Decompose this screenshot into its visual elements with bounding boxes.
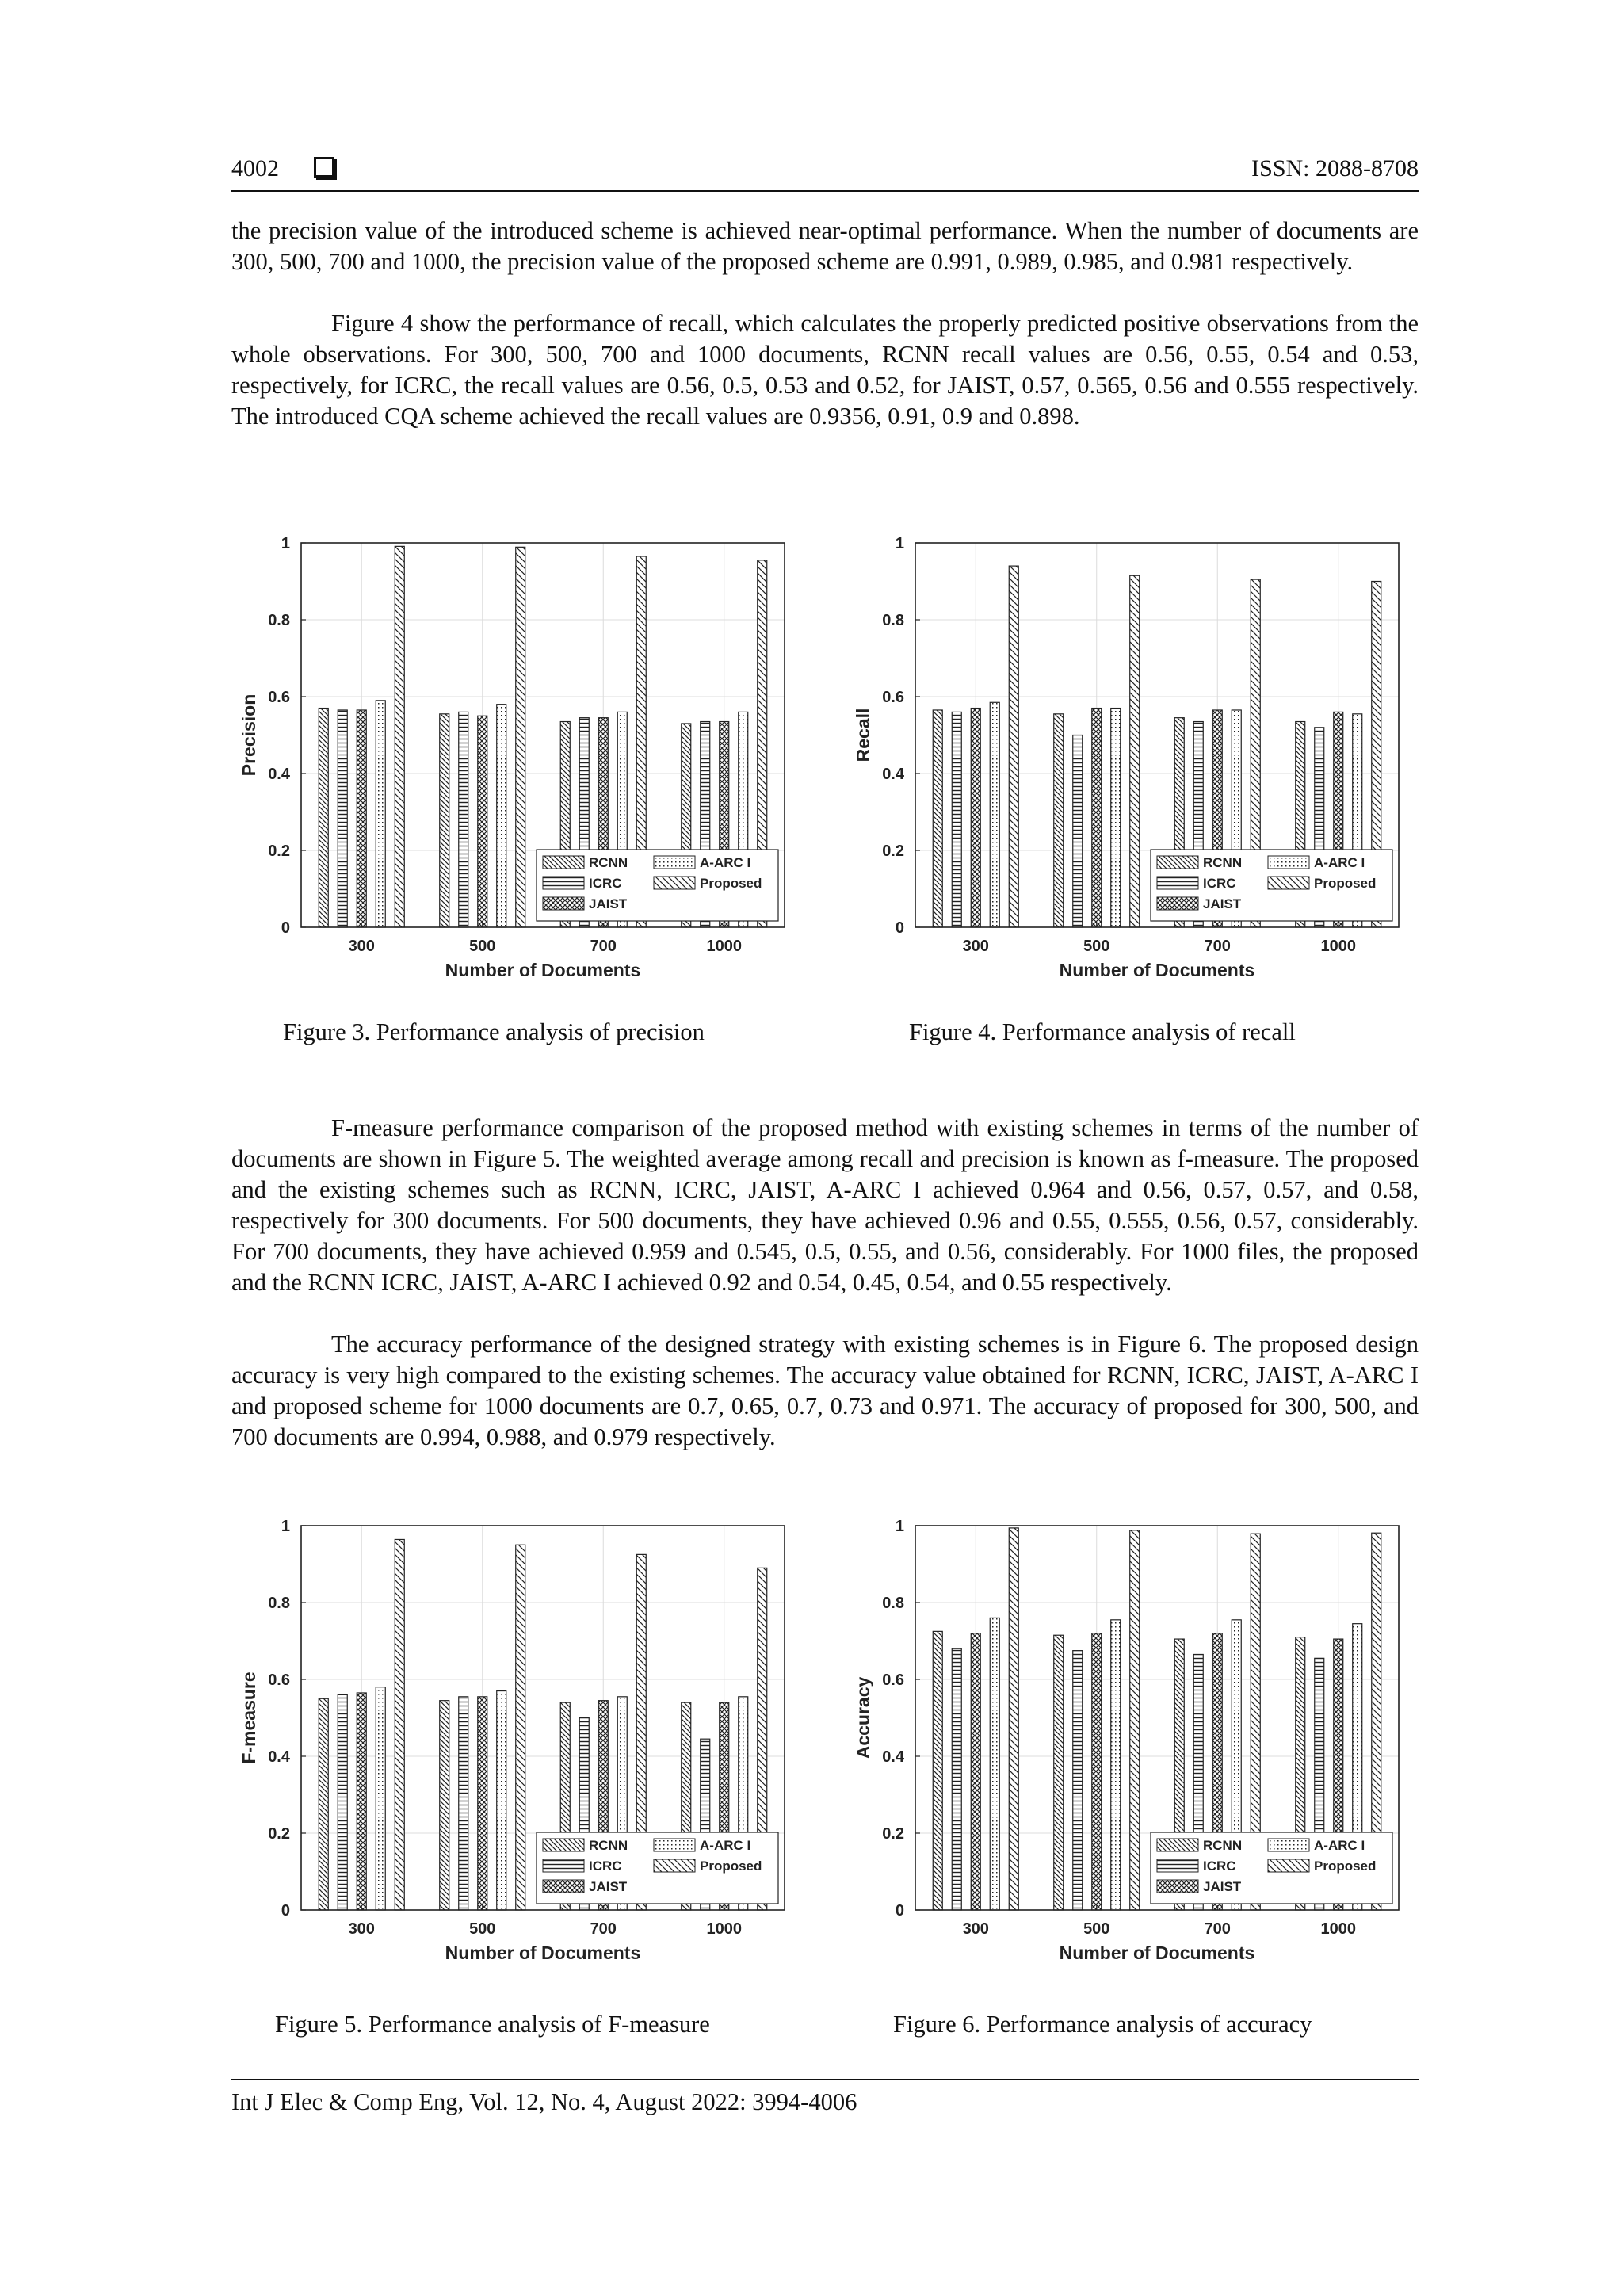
y-axis-label: Accuracy: [853, 1676, 873, 1759]
bar-rcnn-300: [319, 1698, 328, 1910]
y-tick-label: 0.4: [268, 1748, 290, 1766]
y-tick-label: 0.4: [882, 1748, 904, 1766]
legend: [537, 1832, 778, 1904]
legend-swatch-jaist: [1157, 897, 1198, 910]
legend-swatch-jaist: [1157, 1880, 1198, 1893]
x-tick-label: 1000: [706, 938, 742, 955]
y-tick-label: 0.2: [268, 1825, 290, 1843]
y-tick-label: 0.4: [882, 766, 904, 783]
bar-jaist-500: [478, 716, 487, 927]
x-tick-label: 500: [469, 938, 496, 955]
bar-rcnn-300: [933, 710, 942, 927]
bar-a-arc-i-500: [497, 1691, 506, 1910]
y-tick-label: 0: [895, 1902, 904, 1920]
x-axis-label: Number of Documents: [445, 960, 641, 980]
bar-icrc-300: [952, 1648, 961, 1910]
y-tick-label: 0.6: [882, 1671, 904, 1689]
legend-label-icrc: ICRC: [589, 1859, 622, 1874]
bar-rcnn-300: [933, 1631, 942, 1910]
legend-swatch-a-arc-i: [654, 856, 695, 869]
y-tick-label: 0: [281, 1902, 290, 1920]
legend-label-proposed: Proposed: [700, 876, 762, 891]
bar-jaist-500: [1092, 709, 1102, 927]
figure-5-caption: Figure 5. Performance analysis of F-measure: [275, 2011, 710, 2038]
legend-swatch-icrc: [1157, 1859, 1198, 1872]
bar-jaist-300: [971, 1633, 980, 1910]
bar-a-arc-i-300: [376, 1687, 385, 1910]
legend-swatch-proposed: [654, 1859, 695, 1872]
footer-rule: [231, 2079, 1419, 2080]
y-tick-label: 0.2: [882, 1825, 904, 1843]
x-tick-label: 500: [1083, 938, 1110, 955]
legend-label-a-arc-i: A-ARC I: [1314, 855, 1365, 870]
bar-rcnn-300: [319, 709, 328, 927]
legend-label-proposed: Proposed: [700, 1859, 762, 1874]
y-tick-label: 1: [281, 1518, 290, 1535]
x-tick-label: 300: [962, 1920, 989, 1938]
legend-label-jaist: JAIST: [1203, 896, 1242, 911]
legend-label-icrc: ICRC: [1203, 876, 1236, 891]
x-tick-label: 300: [962, 938, 989, 955]
y-tick-label: 0.2: [268, 842, 290, 860]
fig3-svg: [230, 527, 808, 1003]
legend-label-rcnn: RCNN: [1203, 1838, 1243, 1853]
legend-swatch-a-arc-i: [1268, 856, 1309, 869]
x-tick-label: 300: [348, 938, 375, 955]
y-tick-label: 1: [281, 535, 290, 552]
bar-icrc-300: [338, 710, 347, 927]
y-tick-label: 0.6: [268, 1671, 290, 1689]
legend-swatch-rcnn: [1157, 1839, 1198, 1851]
x-axis-label: Number of Documents: [1059, 960, 1255, 980]
x-axis-label: Number of Documents: [1059, 1943, 1255, 1963]
bar-jaist-300: [357, 1693, 366, 1910]
bar-proposed-300: [395, 546, 404, 927]
bar-icrc-500: [1073, 735, 1083, 928]
journal-issn: ISSN: 2088-8708: [1251, 155, 1419, 181]
figure-3-precision-chart: [230, 527, 808, 1003]
bar-jaist-500: [1092, 1633, 1102, 1910]
legend-swatch-rcnn: [543, 1839, 584, 1851]
legend-swatch-icrc: [543, 1859, 584, 1872]
legend-swatch-proposed: [1268, 877, 1309, 889]
figure-3-caption: Figure 3. Performance analysis of precision: [283, 1018, 705, 1045]
legend-swatch-rcnn: [543, 856, 584, 869]
legend-label-a-arc-i: A-ARC I: [700, 1838, 751, 1853]
legend-label-proposed: Proposed: [1314, 1859, 1377, 1874]
x-tick-label: 300: [348, 1920, 375, 1938]
y-axis-label: Precision: [239, 693, 259, 777]
paragraph-1: the precision value of the introduced scheme is achieved near-optimal performance. When the number of documents are 300, 500, 700 and 1000, the precision value of the proposed scheme are 0.991, 0.989, 0.985, and 0.981 respectively.: [231, 217, 1419, 275]
figure-6-caption: Figure 6. Performance analysis of accuracy: [893, 2011, 1312, 2038]
y-tick-label: 0.8: [882, 612, 904, 629]
paragraph-2: Figure 4 show the performance of recall, which calculates the properly predicted positive observations from the whole observations. For 300, 500, 700 and 1000 documents, RCNN recall values are 0.56, 0.55, 0.54 and 0.53, respectively, for ICRC, the recall values are 0.56, 0.5, 0.53 and 0.52, for JAIST, 0.57, 0.565, 0.56 and 0.555 respectively. The introduced CQA scheme achieved the recall values are 0.9356, 0.91, 0.9 and 0.898.: [231, 310, 1419, 430]
page-number: 4002: [231, 155, 279, 181]
bar-rcnn-500: [1054, 1635, 1064, 1910]
x-tick-label: 700: [1204, 1920, 1231, 1938]
bar-proposed-500: [1130, 575, 1140, 927]
legend-label-rcnn: RCNN: [589, 1838, 628, 1853]
legend-swatch-jaist: [543, 1880, 584, 1893]
bar-a-arc-i-300: [376, 701, 385, 927]
fig5-svg: [230, 1510, 808, 1985]
x-tick-label: 500: [469, 1920, 496, 1938]
bar-icrc-500: [1073, 1651, 1083, 1910]
legend-label-jaist: JAIST: [589, 1879, 628, 1894]
x-axis-label: Number of Documents: [445, 1943, 641, 1963]
bar-a-arc-i-300: [990, 1618, 999, 1910]
figure-5-fmeasure-chart: [230, 1510, 808, 1985]
y-tick-label: 0: [895, 919, 904, 937]
figure-4-caption: Figure 4. Performance analysis of recall: [909, 1018, 1296, 1045]
legend-swatch-a-arc-i: [1268, 1839, 1309, 1851]
bar-icrc-300: [952, 712, 961, 927]
page-header-left: [231, 155, 334, 182]
legend-swatch-proposed: [654, 877, 695, 889]
x-tick-label: 500: [1083, 1920, 1110, 1938]
legend-swatch-icrc: [543, 877, 584, 889]
y-tick-label: 0.4: [268, 766, 290, 783]
legend-label-rcnn: RCNN: [589, 855, 628, 870]
bar-rcnn-500: [1054, 714, 1064, 927]
figure-6-accuracy-chart: [844, 1510, 1423, 1985]
paragraph-4: The accuracy performance of the designed strategy with existing schemes is in Figure 6. The proposed design accuracy is very high compared to the existing schemes. The accuracy value obtained for RCNN, ICRC, JAIST, A-ARC I and proposed scheme for 1000 documents are 0.7, 0.65, 0.7, 0.73 and 0.971. The accuracy of proposed for 300, 500, and 700 documents are 0.994, 0.988, and 0.979 respectively.: [231, 1331, 1419, 1450]
figure-4-recall-chart: [844, 527, 1423, 1003]
bar-jaist-300: [971, 709, 980, 927]
bar-a-arc-i-300: [990, 702, 999, 927]
legend-label-rcnn: RCNN: [1203, 855, 1243, 870]
bar-proposed-500: [516, 547, 525, 927]
y-tick-label: 1: [895, 1518, 904, 1535]
bar-a-arc-i-500: [1111, 1620, 1121, 1910]
bar-icrc-300: [338, 1694, 347, 1910]
bar-jaist-500: [478, 1697, 487, 1910]
legend: [1151, 850, 1392, 921]
bar-proposed-300: [395, 1539, 404, 1910]
legend-label-a-arc-i: A-ARC I: [700, 855, 751, 870]
legend: [537, 850, 778, 921]
y-tick-label: 0.6: [882, 689, 904, 706]
checkbox-square-icon: [314, 157, 334, 178]
legend-swatch-jaist: [543, 897, 584, 910]
bar-a-arc-i-500: [497, 705, 506, 927]
bar-a-arc-i-500: [1111, 709, 1121, 927]
y-tick-label: 0.6: [268, 689, 290, 706]
x-tick-label: 1000: [1320, 938, 1356, 955]
legend-label-icrc: ICRC: [1203, 1859, 1236, 1874]
legend-swatch-icrc: [1157, 877, 1198, 889]
legend-label-proposed: Proposed: [1314, 876, 1377, 891]
y-axis-label: F-measure: [239, 1671, 259, 1764]
y-tick-label: 0.8: [268, 1595, 290, 1612]
x-tick-label: 700: [590, 938, 617, 955]
header-rule: [231, 190, 1419, 192]
fig6-svg: [844, 1510, 1423, 1985]
legend-label-jaist: JAIST: [1203, 1879, 1242, 1894]
bar-proposed-300: [1009, 566, 1018, 927]
legend-swatch-rcnn: [1157, 856, 1198, 869]
x-tick-label: 700: [1204, 938, 1231, 955]
bar-icrc-500: [459, 1697, 468, 1910]
bar-proposed-300: [1009, 1528, 1018, 1910]
legend-label-jaist: JAIST: [589, 896, 628, 911]
page-footer: Int J Elec & Comp Eng, Vol. 12, No. 4, August 2022: 3994-4006: [231, 2088, 857, 2115]
bar-proposed-500: [516, 1545, 525, 1910]
bar-rcnn-500: [440, 714, 449, 927]
legend-swatch-a-arc-i: [654, 1839, 695, 1851]
bar-proposed-500: [1130, 1530, 1140, 1910]
bar-rcnn-500: [440, 1701, 449, 1910]
legend: [1151, 1832, 1392, 1904]
x-tick-label: 1000: [706, 1920, 742, 1938]
x-tick-label: 1000: [1320, 1920, 1356, 1938]
legend-swatch-proposed: [1268, 1859, 1309, 1872]
y-tick-label: 0.8: [268, 612, 290, 629]
bar-jaist-300: [357, 710, 366, 927]
legend-label-icrc: ICRC: [589, 876, 622, 891]
y-axis-label: Recall: [853, 708, 873, 762]
fig4-svg: [844, 527, 1423, 1003]
bar-icrc-500: [459, 712, 468, 927]
y-tick-label: 0.8: [882, 1595, 904, 1612]
legend-label-a-arc-i: A-ARC I: [1314, 1838, 1365, 1853]
x-tick-label: 700: [590, 1920, 617, 1938]
y-tick-label: 0: [281, 919, 290, 937]
y-tick-label: 1: [895, 535, 904, 552]
y-tick-label: 0.2: [882, 842, 904, 860]
paragraph-3: F-measure performance comparison of the proposed method with existing schemes in terms of the number of documents are shown in Figure 5. The weighted average among recall and precision is known as f-measure. The proposed and the existing schemes such as RCNN, ICRC, JAIST, A-ARC I achieved 0.964 and 0.56, 0.57, 0.57, and 0.58, respectively for 300 documents. For 500 documents, they have achieved 0.96 and 0.55, 0.555, 0.56, 0.57, considerably. For 700 documents, they have achieved 0.959 and 0.545, 0.5, 0.55, and 0.56, considerably. For 1000 files, the proposed and the RCNN ICRC, JAIST, A-ARC I achieved 0.92 and 0.54, 0.45, 0.54, and 0.55 respectively.: [231, 1114, 1419, 1296]
